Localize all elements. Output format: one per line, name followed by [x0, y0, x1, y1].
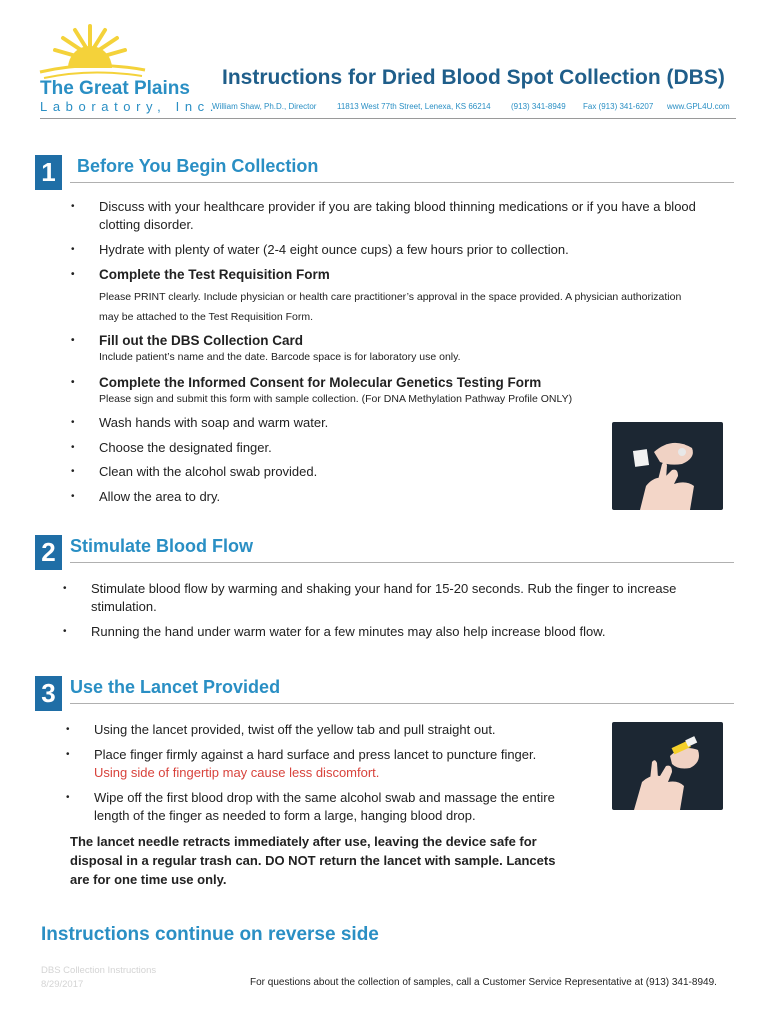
logo-subtitle: Laboratory, Inc.: [40, 99, 219, 114]
tip-text: Using side of fingertip may cause less discomfort.: [94, 765, 380, 780]
list-item: • Hydrate with plenty of water (2-4 eight ounce cups) a few hours prior to collection.: [71, 242, 569, 257]
list-item: • Place finger firmly against a hard surface and press lancet to puncture finger. Using side of fingertip may cause less discomfort.: [66, 747, 537, 780]
continue-notice: Instructions continue on reverse side: [41, 924, 379, 945]
list-item: • Running the hand under warm water for a few minutes may also help increase blood flow.: [63, 624, 606, 639]
document-date: 8/29/2017: [41, 979, 84, 990]
lancet-photo: [612, 722, 723, 810]
page-title: Instructions for Dried Blood Spot Collection (DBS): [222, 66, 725, 89]
director-name: William Shaw, Ph.D., Director: [212, 102, 317, 111]
lancet-warning: The lancet needle retracts immediately after use, leaving the device safe for disposal in a regular trash can. DO NOT return the lancet with sample. Lancets are for one time use only.: [70, 834, 556, 887]
list-item: • Wipe off the first blood drop with the same alcohol swab and massage the entire length of the finger as needed to form a large, hanging blood drop.: [66, 790, 555, 823]
list-item: • Using the lancet provided, twist off the yellow tab and pull straight out.: [66, 722, 496, 737]
page-header: [0, 0, 770, 130]
section-divider: [70, 703, 734, 704]
document-id: [41, 964, 156, 992]
lab-phone: (913) 341-8949: [511, 102, 566, 111]
section-number: 3: [35, 676, 62, 711]
section-title: Use the Lancet Provided: [70, 677, 281, 697]
list-item: • Fill out the DBS Collection Card: [71, 333, 304, 348]
list-item: • Complete the Test Requisition Form: [71, 267, 330, 282]
lab-fax: Fax (913) 341-6207: [583, 102, 654, 111]
section-title: Stimulate Blood Flow: [70, 536, 253, 556]
section-number: 1: [35, 155, 62, 190]
header-divider: [40, 118, 736, 119]
list-item: • Allow the area to dry.: [71, 489, 221, 504]
section-title: Before You Begin Collection: [77, 156, 319, 176]
item-note: Include patient’s name and the date. Barcode space is for laboratory use only.: [99, 351, 461, 363]
lab-website[interactable]: www.GPL4U.com: [667, 102, 730, 111]
list-item: • Discuss with your healthcare provider if you are taking blood thinning medications or if you have a blood clotting disorder.: [71, 199, 696, 232]
section-number: 2: [35, 535, 62, 570]
list-item: • Stimulate blood flow by warming and shaking your hand for 15-20 seconds. Rub the finger to increase stimulation.: [63, 581, 677, 614]
sun-logo-icon: [30, 22, 150, 82]
section-divider: [70, 562, 734, 563]
hand-cleaning-photo: [612, 422, 723, 510]
item-note: Please PRINT clearly. Include physician or health care practitioner’s approval in the space provided. A physician authorization may be attached to the Test Requisition Form.: [99, 291, 682, 323]
logo-name: The Great Plains: [40, 78, 190, 99]
section-divider: [70, 182, 734, 183]
customer-service-note: For questions about the collection of samples, call a Customer Service Representative at (913) 341-8949.: [250, 977, 717, 988]
lab-address: 11813 West 77th Street, Lenexa, KS 66214: [337, 102, 491, 111]
document-name: DBS Collection Instructions: [41, 965, 157, 976]
item-note: Please sign and submit this form with sample collection. (For DNA Methylation Pathway Profile ONLY): [99, 393, 573, 405]
list-item: • Clean with the alcohol swab provided.: [71, 464, 318, 479]
list-item: • Wash hands with soap and warm water.: [71, 415, 329, 430]
list-item: • Complete the Informed Consent for Molecular Genetics Testing Form: [71, 375, 542, 390]
list-item: • Choose the designated finger.: [71, 440, 272, 455]
